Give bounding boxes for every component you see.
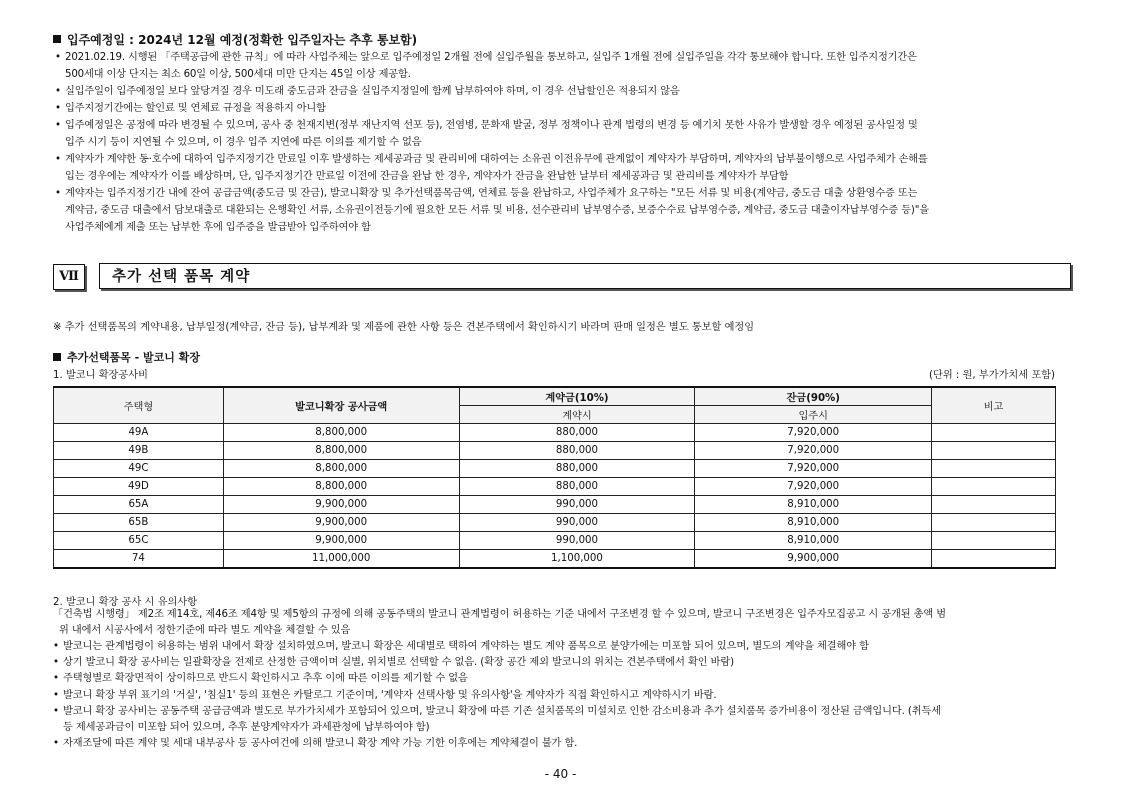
cell-balance: 8,910,000 <box>695 514 932 532</box>
text-line: 발코니 확장 공사비는 공동주택 공급금액과 별도로 부가가치세가 포함되어 있으며, 발코니 확장에 따른 기존 설치품목의 미설치로 인한 감소비용과 추가 설치품목 증가비용이 정산된 금액입니다. (취득세 <box>63 705 941 717</box>
cell-balance: 9,900,000 <box>695 550 932 569</box>
table-row <box>54 514 1056 532</box>
cell-amount: 9,900,000 <box>223 532 459 550</box>
text-line: 등 제세공과금이 미포함 되어 있으며, 추후 분양계약자가 과세관청에 납부하여야 함) <box>63 722 430 734</box>
bullet-dot-icon: • <box>55 120 61 131</box>
bullet-dot-icon: • <box>53 673 59 685</box>
bullet-dot-icon: • <box>55 52 61 63</box>
cell-type: 65C <box>54 532 224 550</box>
text-line: 계약금, 중도금 대출에서 담보대출로 대환되는 은행확인 서류, 소유권이전등기에 필요한 모든 서류 및 비용, 선수관리비 납부영수증, 보증수수료 납부영수증, 계약금, 중도금 대출이자납부영수증 등)"을 <box>65 205 929 216</box>
bullet-item <box>53 49 1063 83</box>
page-number: - 40 - <box>544 767 577 781</box>
section-header <box>53 263 1073 291</box>
text-line: 위 내에서 시공사에서 정한기준에 따라 별도 계약을 체결할 수 있음 <box>59 625 351 636</box>
bullet-item <box>53 655 1073 671</box>
cell-deposit: 880,000 <box>459 460 695 478</box>
cell-deposit: 880,000 <box>459 478 695 496</box>
bullet-dot-icon: • <box>55 154 61 165</box>
header-deposit-when: 계약시 <box>459 406 695 424</box>
balcony-caution-paragraph <box>53 607 1073 639</box>
header-amount: 발코니확장 공사금액 <box>223 387 459 424</box>
section-note: ※ 추가 선택품목의 계약내용, 납부일정(계약금, 잔금 등), 납부계좌 및 제품에 관한 사항 등은 견본주택에서 확인하시기 바라며 판매 일정은 별도 통보할 예정임 <box>53 322 755 333</box>
balcony-caution-bullets <box>53 639 1073 752</box>
balcony-heading-text: 추가선택품목 - 발코니 확장 <box>67 351 200 364</box>
bullet-item <box>53 688 1073 704</box>
square-bullet-icon <box>53 353 61 361</box>
move-in-heading-text: 입주예정일 : 2024년 12월 예정(정확한 입주일자는 추후 통보함) <box>67 33 418 47</box>
cell-remark <box>932 460 1056 478</box>
header-balance-when: 입주시 <box>695 406 932 424</box>
table-row <box>54 532 1056 550</box>
cell-amount: 11,000,000 <box>223 550 459 569</box>
unit-note: (단위 : 원, 부가가치세 포함) <box>929 370 1055 381</box>
balcony-heading <box>53 349 200 365</box>
square-bullet-icon <box>53 35 61 43</box>
bullet-dot-icon: • <box>55 103 61 114</box>
cell-type: 65B <box>54 514 224 532</box>
table-row <box>54 442 1056 460</box>
header-balance: 잔금(90%) <box>695 387 932 406</box>
bullet-dot-icon: • <box>53 738 59 750</box>
cell-type: 49C <box>54 460 224 478</box>
cell-remark <box>932 496 1056 514</box>
cell-deposit: 990,000 <box>459 514 695 532</box>
header-deposit: 계약금(10%) <box>459 387 695 406</box>
cell-remark <box>932 424 1056 442</box>
cell-type: 49B <box>54 442 224 460</box>
bullet-item <box>53 704 1073 736</box>
text-line: 발코니는 관계법령이 허용하는 범위 내에서 확장 설치하였으며, 발코니 확장은 세대별로 택하여 계약하는 별도 계약 품목으로 분양가에는 미포함 되어 있으며, 별도의 계약을 체결해야 함 <box>63 641 869 652</box>
table-row <box>54 550 1056 569</box>
section-title: 추가 선택 품목 계약 <box>99 263 1071 289</box>
bullet-item <box>53 185 1063 236</box>
header-remark: 비고 <box>932 387 1056 424</box>
move-in-heading <box>53 31 417 48</box>
cell-balance: 7,920,000 <box>695 460 932 478</box>
cell-type: 65A <box>54 496 224 514</box>
text-line: 계약자가 계약한 동·호수에 대하여 입주지정기간 만료일 이후 발생하는 제세공과금 및 관리비에 대하여는 소유권 이전유무에 관계없이 계약자가 부담하며, 계약자의 납부불이행으로 사업주체가 손해를 <box>65 154 928 165</box>
cell-remark <box>932 532 1056 550</box>
cell-deposit: 1,100,000 <box>459 550 695 569</box>
cell-type: 49A <box>54 424 224 442</box>
text-line: 2021.02.19. 시행된 「주택공급에 관한 규칙」에 따라 사업주체는 앞으로 입주예정일 2개월 전에 실입주월을 통보하고, 실입주 1개월 전에 실입주일을 각각 통보해야 합니다. 또한 입주지정기간은 <box>65 52 917 63</box>
bullet-dot-icon: • <box>53 657 59 669</box>
cell-deposit: 990,000 <box>459 496 695 514</box>
cell-amount: 8,800,000 <box>223 442 459 460</box>
bullet-dot-icon: • <box>53 689 59 701</box>
bullet-item <box>53 83 1063 100</box>
text-line: 500세대 이상 단지는 최소 60일 이상, 500세대 미만 단지는 45일 이상 제공함. <box>65 69 411 80</box>
balcony-caution-body <box>53 607 1073 752</box>
bullet-item <box>53 100 1063 117</box>
cell-amount: 8,800,000 <box>223 424 459 442</box>
cell-remark <box>932 442 1056 460</box>
bullet-dot-icon: • <box>53 641 59 652</box>
text-line: 입주 시기 등이 지연될 수 있으며, 이 경우 입주 지연에 따른 이의를 제기할 수 없음 <box>65 137 422 148</box>
cell-deposit: 880,000 <box>459 424 695 442</box>
cell-balance: 7,920,000 <box>695 478 932 496</box>
text-line: 사업주체에게 제출 또는 납부한 후에 입주증을 발급받아 입주하여야 함 <box>65 222 371 233</box>
cell-balance: 7,920,000 <box>695 424 932 442</box>
balcony-cost-table <box>53 386 1056 569</box>
balcony-caution-subheading: 2. 발코니 확장 공사 시 유의사항 <box>53 597 198 608</box>
text-line: 「건축법 시행령」 제2조 제14호, 제46조 제4항 및 제5항의 규정에 의해 공동주택의 발코니 관계법령이 허용하는 기준 내에서 구조변경 할 수 있으며, 발코니 구조변경은 입주자모집공고 시 공개된 총액 범 <box>53 609 947 620</box>
table-row <box>54 424 1056 442</box>
table-row <box>54 478 1056 496</box>
cell-amount: 8,800,000 <box>223 460 459 478</box>
cell-deposit: 990,000 <box>459 532 695 550</box>
section-number: Ⅶ <box>53 264 85 290</box>
text-line: 계약자는 입주지정기간 내에 잔여 공급금액(중도금 및 잔금), 발코니확장 및 추가선택품목금액, 연체료 등을 완납하고, 사업주체가 요구하는 "모든 서류 및 비용(계약금, 중도금 대출 상환영수증 또는 <box>65 188 918 199</box>
header-type: 주택형 <box>54 387 224 424</box>
text-line: 입주지정기간에는 할인료 및 연체료 규정을 적용하지 아니함 <box>65 103 326 114</box>
bullet-dot-icon: • <box>53 705 59 717</box>
cell-amount: 8,800,000 <box>223 478 459 496</box>
text-line: 주택형별로 확장면적이 상이하므로 반드시 확인하시고 추후 이에 따른 이의를 제기할 수 없음 <box>63 673 468 685</box>
text-line: 상기 발코니 확장 공사비는 일괄확장을 전제로 산정한 금액이며 실별, 위치별로 선택할 수 없음. (확장 공간 제외 발코니의 위치는 견본주택에서 확인 바람) <box>63 657 734 669</box>
cell-balance: 8,910,000 <box>695 532 932 550</box>
cell-amount: 9,900,000 <box>223 496 459 514</box>
bullet-item <box>53 736 1073 752</box>
table-row <box>54 496 1056 514</box>
cell-remark <box>932 478 1056 496</box>
bullet-dot-icon: • <box>55 188 61 199</box>
bullet-item <box>53 151 1063 185</box>
text-line: 입는 경우에는 계약자가 이를 배상하며, 단, 입주지정기간 만료일 이전에 잔금을 완납 한 경우, 계약자가 잔금을 완납한 날부터 제세공과금 및 관리비를 계약자가 부담함 <box>65 171 789 182</box>
cell-remark <box>932 514 1056 532</box>
bullet-item <box>53 117 1063 151</box>
text-line: 자재조달에 따른 계약 및 세대 내부공사 등 공사여건에 의해 발코니 확장 계약 가능 기한 이후에는 계약체결이 불가 함. <box>63 738 578 750</box>
cell-type: 49D <box>54 478 224 496</box>
cell-balance: 7,920,000 <box>695 442 932 460</box>
cell-deposit: 880,000 <box>459 442 695 460</box>
text-line: 발코니 확장 부위 표기의 '거실', '침실1' 등의 표현은 카탈로그 기준이며, '계약자 선택사항 및 유의사항'을 계약자가 직접 확인하시고 계약하시기 바람. <box>63 689 717 701</box>
balcony-cost-subheading: 1. 발코니 확장공사비 <box>53 370 148 381</box>
text-line: 실입주일이 입주예정일 보다 앞당겨질 경우 미도래 중도금과 잔금을 실입주지정일에 함께 납부하여야 하며, 이 경우 선납할인은 적용되지 않음 <box>65 86 680 97</box>
cell-remark <box>932 550 1056 569</box>
cell-type: 74 <box>54 550 224 569</box>
table-row <box>54 460 1056 478</box>
cell-balance: 8,910,000 <box>695 496 932 514</box>
move-in-bullet-list <box>53 49 1063 236</box>
bullet-dot-icon: • <box>55 86 61 97</box>
text-line: 입주예정일은 공정에 따라 변경될 수 있으며, 공사 중 천재지변(정부 재난지역 선포 등), 전염병, 문화재 발굴, 정부 정책이나 관계 법령의 변경 등 예기치 못한 사유가 발생할 경우 예정된 공사일정 및 <box>65 120 918 131</box>
bullet-item <box>53 671 1073 687</box>
bullet-item <box>53 639 1073 655</box>
cell-amount: 9,900,000 <box>223 514 459 532</box>
balcony-table-body <box>54 424 1056 569</box>
